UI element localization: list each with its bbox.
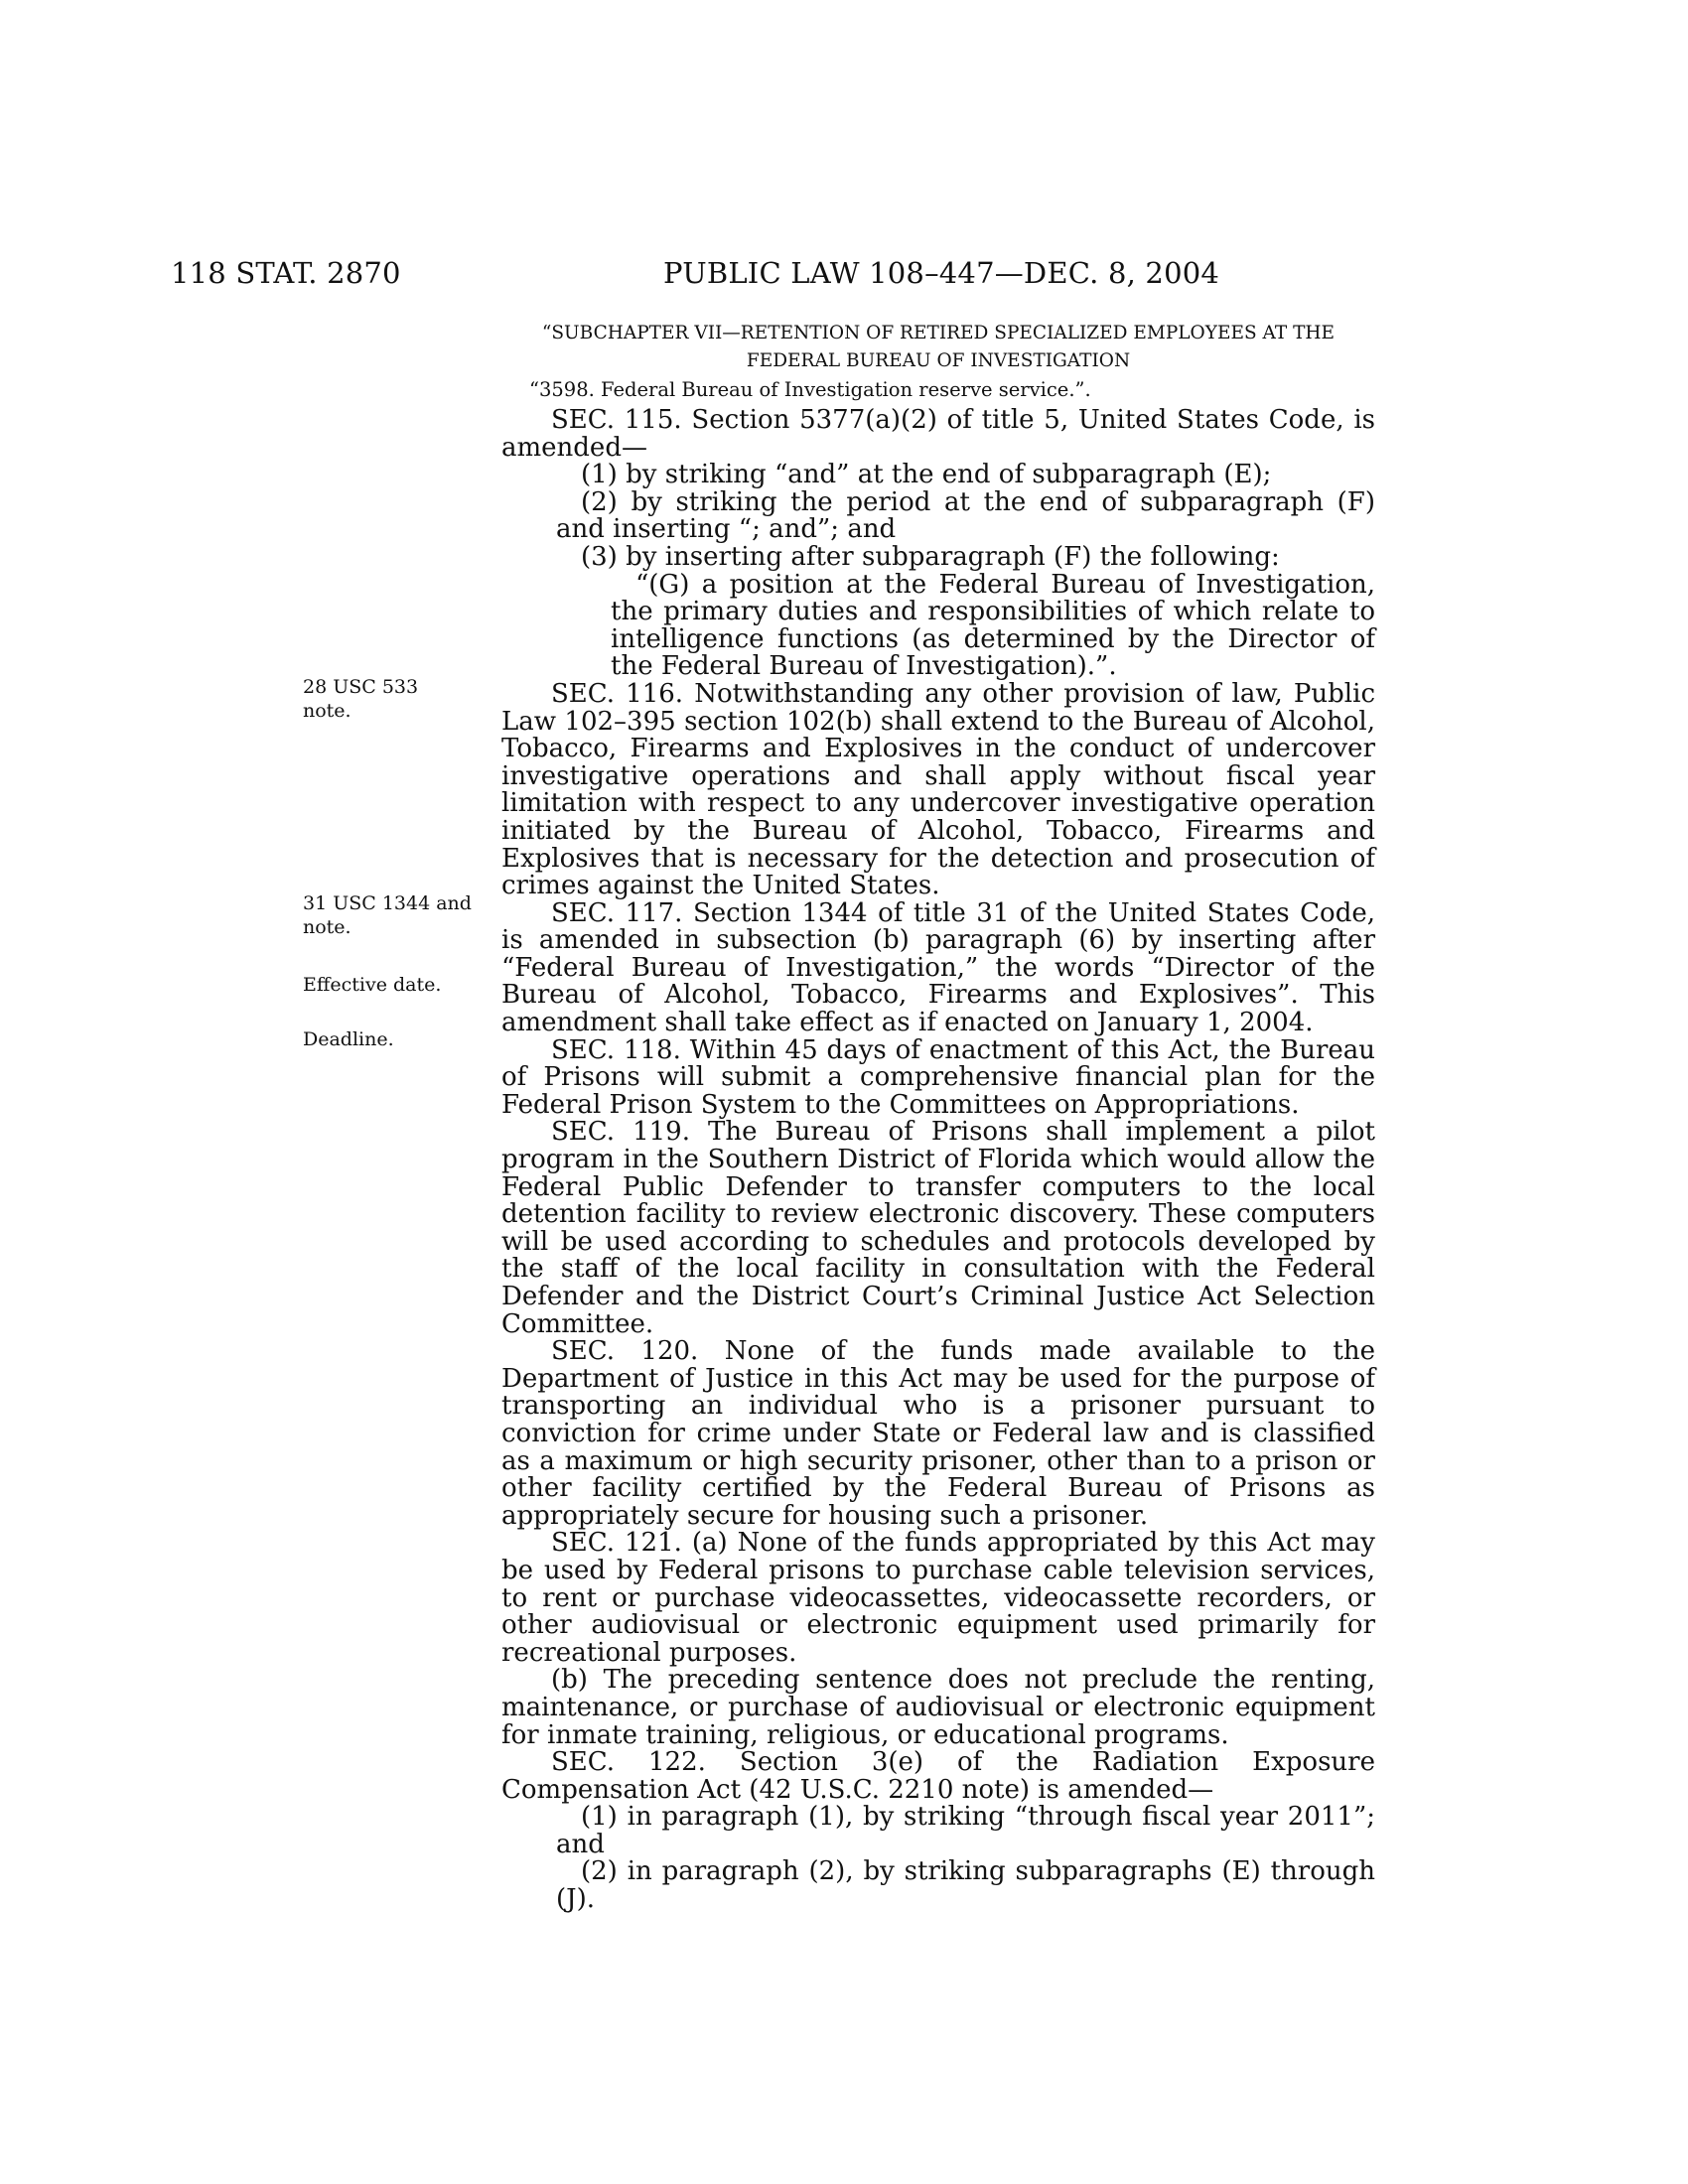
section-120 [501,1338,1375,1530]
section-121 [501,1530,1375,1667]
section-text: Notwithstanding any other provision of law, Public Law 102–395 section 102(b) shall extend to the Bureau of Alcohol, Tobacco, Firearms and Explosives in the conduct of undercover investigative operations and shall apply without fiscal year limitation with respect to any undercover investigative operation initiated by the Bureau of Alcohol, Tobacco, Firearms and Explosives that is necessary for the detection and prosecution of crimes against the United States. [501,678,1376,901]
statute-page-number: 118 STAT. 2870 [171,256,401,290]
section-122 [501,1749,1375,1804]
subchapter-heading-line1: “SUBCHAPTER VII—RETENTION OF RETIRED SPECIALIZED EMPLOYEES AT THE [541,323,1336,343]
paragraph-item: (3) by inserting after subparagraph (F) the following: [581,541,1280,572]
section-label: SEC. 120. [551,1336,699,1367]
page-header [0,256,1688,296]
margin-note-deadline: Deadline. [303,1028,394,1050]
section-115 [501,407,1375,462]
paragraph-item: (2) by striking the period at the end of subparagraph (F) and inserting “; and”; and [556,486,1375,545]
section-118 [501,1034,1376,1120]
section-label: SEC. 122. [551,1747,706,1778]
section-label: SEC. 121. [551,1528,682,1559]
paragraph-item: (2) in paragraph (2), by striking subparagraphs (E) through (J). [556,1856,1375,1915]
section-label: SEC. 116. [551,678,684,709]
main-text [501,407,1375,1914]
section-label: SEC. 115. [551,405,682,435]
section-text: Section 5377(a)(2) of title 5, United States Code, is amended— [501,405,1375,463]
subchapter-heading [501,320,1375,375]
margin-note-effective-date: Effective date. [303,974,442,996]
section-label: SEC. 119. [551,1117,690,1148]
subchapter-heading-line2: FEDERAL BUREAU OF INVESTIGATION [746,350,1131,371]
section-text: (a) None of the funds appropriated by this Act may be used by Federal prisons to purchase cable television services, to rent or purchase videocassettes, videocassette recorders, or other audiovisual or electronic equipment used primarily for recreational purposes. [501,1528,1375,1668]
public-law-title: PUBLIC LAW 108–447—DEC. 8, 2004 [663,256,1220,290]
paragraph-item: (1) by striking “and” at the end of subparagraph (E); [581,460,1272,490]
subsection-b: (b) The preceding sentence does not preclude the renting, maintenance, or purchase of audiovisual or electronic equipment for inmate training, religious, or educational programs. [501,1665,1375,1750]
section-116 [501,678,1376,901]
quoted-subparagraph: “(G) a position at the Federal Bureau of Investigation, the primary duties and responsibilities of which relate to intelligence functions (as determined by the Director of the Federal Bureau of Investigation).”. [611,569,1375,682]
section-text: Section 3(e) of the Radiation Exposure Compensation Act (42 U.S.C. 2210 note) is amended— [501,1747,1375,1805]
section-text: None of the funds made available to the Department of Justice in this Act may be used for the purpose of transporting an individual who is a prisoner pursuant to conviction for crime under State or Federal law and is classified as a maximum or high security prisoner, other than to a prison or other facility certified by the Federal Bureau of Prisons as appropriately secure for housing such a prisoner. [501,1336,1375,1531]
section-119 [501,1119,1375,1338]
section-label: SEC. 118. [551,1034,681,1065]
margin-note-28-usc: 28 USC 533 note. [303,676,419,722]
section-text: Within 45 days of enactment of this Act, the Bureau of Prisons will submit a comprehensive financial plan for the Federal Prison System to the Committees on Appropriations. [501,1034,1376,1120]
section-text: The Bureau of Prisons shall implement a pilot program in the Southern District of Florida which would allow the Federal Public Defender to transfer computers to the local detention facility to review electronic discovery. These computers will be used according to schedules and protocols developed by the staff of the local facility in consultation with the Federal Defender and the District Court’s Criminal Justice Act Selection Committee. [501,1117,1376,1339]
section-117 [501,897,1375,1038]
table-of-contents-item: “3598. Federal Bureau of Investigation reserve service.”. [529,378,1091,401]
section-text: Section 1344 of title 31 of the United States Code, is amended in subsection (b) paragraph (6) by inserting after “Federal Bureau of Investigation,” the words “Director of the Bureau of Alcohol, Tobacco, Firearms and Explosives”. This amendment shall take effect as if enacted on January 1, 2004. [501,897,1375,1038]
paragraph-item: (1) in paragraph (1), by striking “through fiscal year 2011”; and [556,1802,1375,1859]
section-label: SEC. 117. [551,897,683,928]
margin-note-31-usc: 31 USC 1344 and note. [303,892,472,938]
